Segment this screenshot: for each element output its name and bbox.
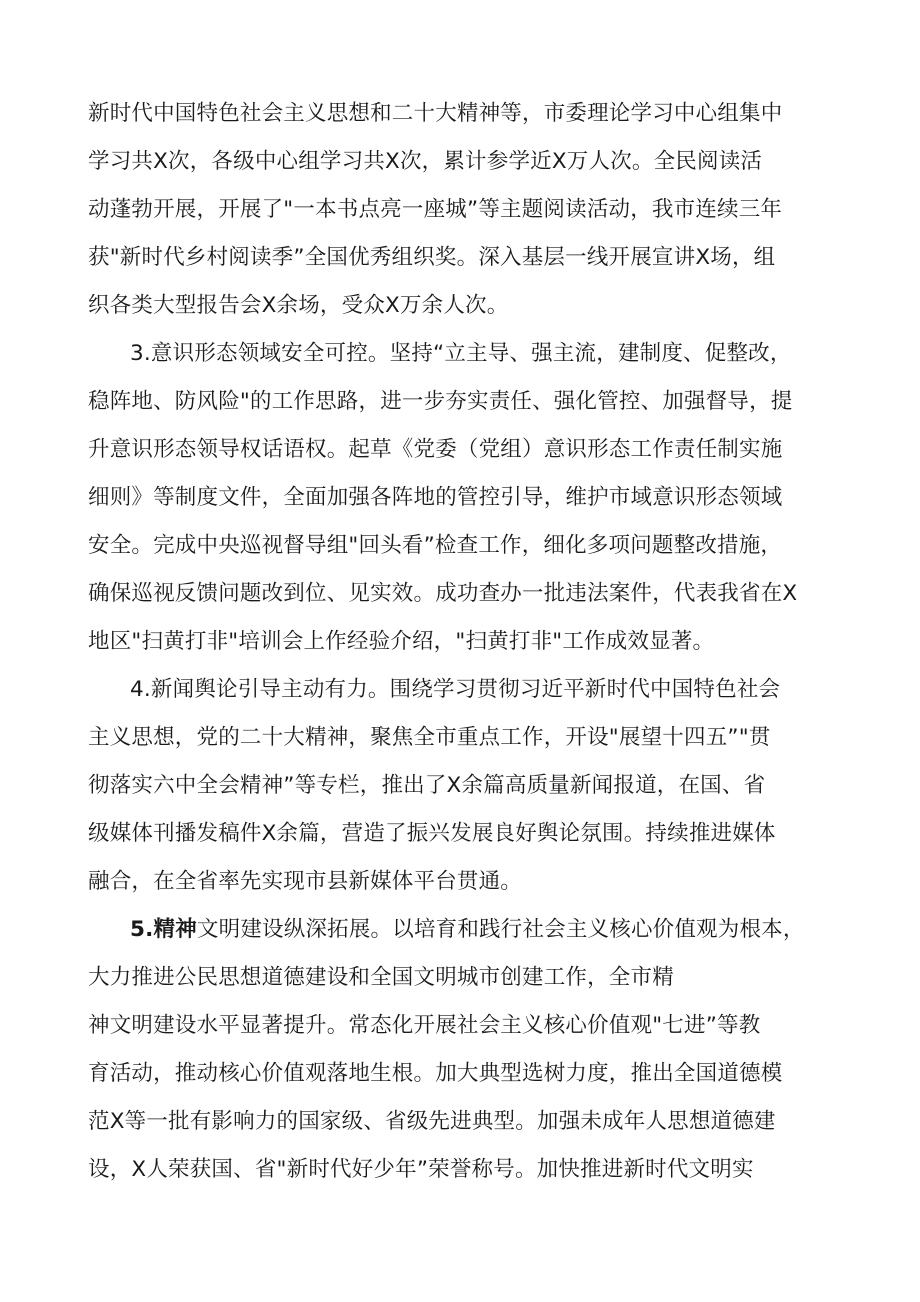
text-line: 升意识形态领导权话语权。起草《党委（党组）意识形态工作责任制实施: [88, 437, 783, 462]
text-line: 获"新时代乡村阅读季”全国优秀组织奖。深入基层一线开展宣讲X场，组: [88, 245, 776, 270]
text-line: 新时代中国特色社会主义思想和二十大精神等，市委理论学习中心组集中: [88, 101, 783, 126]
section-heading-3: 3.意识形态领域安全可控。坚持“立主导、强主流，建制度、促整改，: [130, 341, 792, 366]
text-line: 细则》等制度文件，全面加强各阵地的管控引导，维护市域意识形态领域: [88, 485, 783, 510]
text-line: 织各类大型报告会X余场，受众X万余人次。: [88, 293, 509, 318]
text-line: 安全。完成中央巡视督导组"回头看”检查工作，细化多项问题整改措施，: [88, 533, 783, 558]
text-line: 融合，在全省率先实现市县新媒体平台贯通。: [88, 869, 523, 894]
text-line: 确保巡视反馈问题改到位、见实效。成功查办一批违法案件，代表我省在X: [88, 581, 798, 606]
heading-bold-prefix: 5.精神: [130, 917, 197, 942]
text-line: 动蓬勃开展，开展了"一本书点亮一座城”等主题阅读活动，我市连续三年: [88, 197, 783, 222]
text-line: 级媒体刊播发稿件X余篇，营造了振兴发展良好舆论氛围。持续推进媒体: [88, 821, 776, 846]
section-heading-5: [130, 906, 848, 954]
text-line: 主义思想，党的二十大精神，聚焦全市重点工作，开设"展望十四五”"贯: [88, 725, 771, 750]
text-line: 神文明建设水平显著提升。常态化开展社会主义核心价值观"七进”等教: [88, 1013, 761, 1038]
text-line: 大力推进公民思想道德建设和全国文明城市创建工作，全市精: [88, 965, 674, 990]
text-line: 稳阵地、防风险"的工作思路，进一步夯实责任、强化管控、加强督导，提: [88, 389, 793, 414]
text-line: 设，X人荣获国、省"新时代好少年”荣誉称号。加快推进新时代文明实: [88, 1157, 754, 1182]
text-line: 育活动，推动核心价值观落地生根。加大典型选树力度，推出全国道德模: [88, 1061, 783, 1086]
section-heading-4: 4.新闻舆论引导主动有力。围绕学习贯彻习近平新时代中国特色社会: [130, 677, 781, 702]
heading-rest: 文明建设纵深拓展。以培育和践行社会主义核心价值观为根本，: [196, 917, 805, 942]
text-line: 学习共X次，各级中心组学习共X次，累计参学近X万人次。全民阅读活: [88, 149, 763, 174]
text-line: 彻落实六中全会精神”等专栏，推出了X余篇高质量新闻报道，在国、省: [88, 773, 766, 798]
text-line: 范X等一批有影响力的国家级、省级先进典型。加强未成年人思想道德建: [88, 1109, 776, 1134]
text-line: 地区"扫黄打非"培训会上作经验介绍，"扫黄打非"工作成效显著。: [88, 629, 715, 654]
